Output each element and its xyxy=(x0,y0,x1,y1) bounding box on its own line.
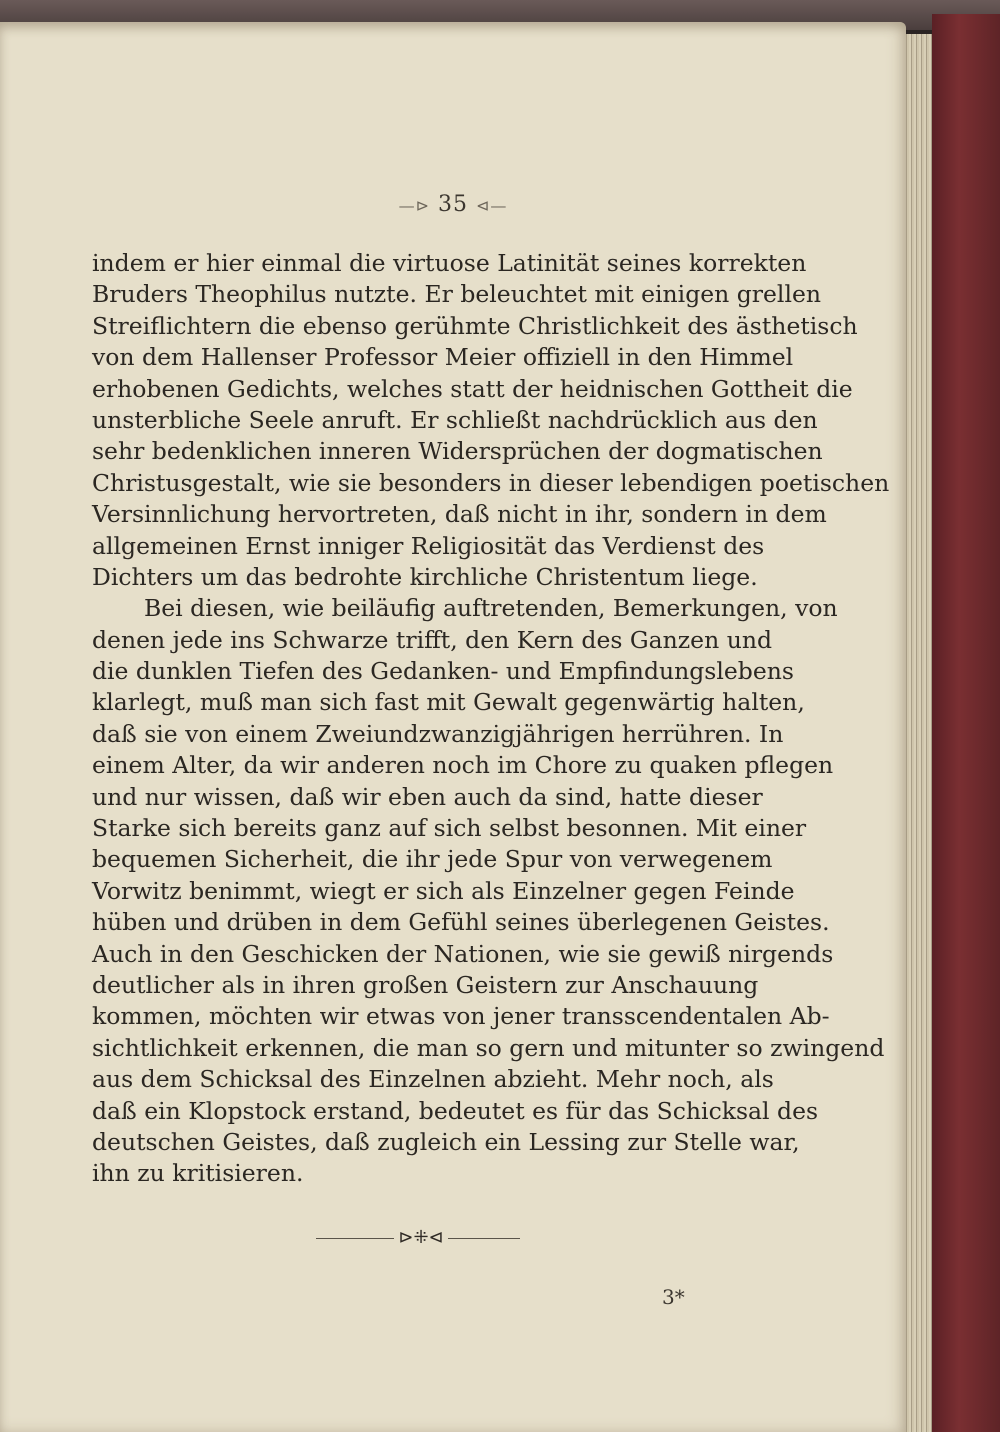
text-line: denen jede ins Schwarze trifft, den Kern des Ganzen und xyxy=(92,625,773,654)
divider-rule-left xyxy=(316,1238,394,1239)
text-line: einem Alter, da wir anderen noch im Chore zu quaken pflegen xyxy=(92,751,834,780)
text-line: von dem Hallenser Professor Meier offiziell in den Himmel xyxy=(92,343,794,372)
text-line: Vorwitz benimmt, wiegt er sich als Einzelner gegen Feinde xyxy=(92,876,795,905)
running-head xyxy=(0,192,906,217)
text-line: Christusgestalt, wie sie besonders in dieser lebendigen poetischen xyxy=(92,468,890,497)
text-line: erhobenen Gedichts, welches statt der heidnischen Gottheit die xyxy=(92,374,853,403)
body-text xyxy=(92,248,890,1190)
page-stack-edge xyxy=(904,34,932,1432)
running-head-ornament-left: —⊳ xyxy=(398,196,430,215)
text-line: indem er hier einmal die virtuose Latinität seines korrekten xyxy=(92,249,807,277)
text-line: und nur wissen, daß wir eben auch da sind, hatte dieser xyxy=(92,782,763,811)
page-number: 35 xyxy=(438,192,468,217)
text-line: sichtlichkeit erkennen, die man so gern und mitunter so zwingend xyxy=(92,1033,885,1062)
text-line: daß ein Klopstock erstand, bedeutet es für das Schicksal des xyxy=(92,1096,819,1125)
text-line: daß sie von einem Zweiundzwanzigjährigen herrühren. In xyxy=(92,719,784,748)
paragraph xyxy=(92,248,890,593)
text-line: Starke sich bereits ganz auf sich selbst besonnen. Mit einer xyxy=(92,814,807,843)
text-line: allgemeinen Ernst inniger Religiosität das Verdienst des xyxy=(92,531,765,560)
text-line: hüben und drüben in dem Gefühl seines überlegenen Geistes. xyxy=(92,908,830,937)
divider-ornament: ⊳⁜⊲ xyxy=(398,1227,444,1248)
text-line: Bei diesen, wie beiläufig auftretenden, Bemerkungen, von xyxy=(144,594,838,623)
text-line: sehr bedenklichen inneren Widersprüchen der dogmatischen xyxy=(92,437,823,466)
text-line: Dichters um das bedrohte kirchliche Christentum liege. xyxy=(92,562,758,591)
text-line: Bruders Theophilus nutzte. Er beleuchtet mit einigen grellen xyxy=(92,280,822,309)
paragraph xyxy=(92,593,885,1189)
signature-mark: 3* xyxy=(662,1285,685,1309)
divider-rule-right xyxy=(448,1238,520,1239)
text-line: die dunklen Tiefen des Gedanken- und Empfindungslebens xyxy=(92,657,794,686)
text-line: kommen, möchten wir etwas von jener transscendentalen Ab- xyxy=(92,1002,830,1031)
text-line: ihn zu kritisieren. xyxy=(92,1159,304,1188)
book-page xyxy=(0,22,906,1432)
text-line: unsterbliche Seele anruft. Er schließt nachdrücklich aus den xyxy=(92,405,818,434)
book-cover-edge xyxy=(932,14,1000,1432)
running-head-ornament-right: ⊲— xyxy=(476,196,508,215)
text-line: Streiflichtern die ebenso gerühmte Christlichkeit des ästhetisch xyxy=(92,311,858,340)
text-line: aus dem Schicksal des Einzelnen abzieht. Mehr noch, als xyxy=(92,1065,774,1094)
text-line: deutschen Geistes, daß zugleich ein Lessing zur Stelle war, xyxy=(92,1127,800,1156)
text-line: bequemen Sicherheit, die ihr jede Spur von verwegenem xyxy=(92,845,773,874)
text-line: deutlicher als in ihren großen Geistern zur Anschauung xyxy=(92,970,759,999)
section-divider xyxy=(316,1227,520,1251)
text-line: Versinnlichung hervortreten, daß nicht in ihr, sondern in dem xyxy=(92,500,827,529)
text-line: Auch in den Geschicken der Nationen, wie sie gewiß nirgends xyxy=(92,939,834,968)
text-line: klarlegt, muß man sich fast mit Gewalt gegenwärtig halten, xyxy=(92,688,805,717)
